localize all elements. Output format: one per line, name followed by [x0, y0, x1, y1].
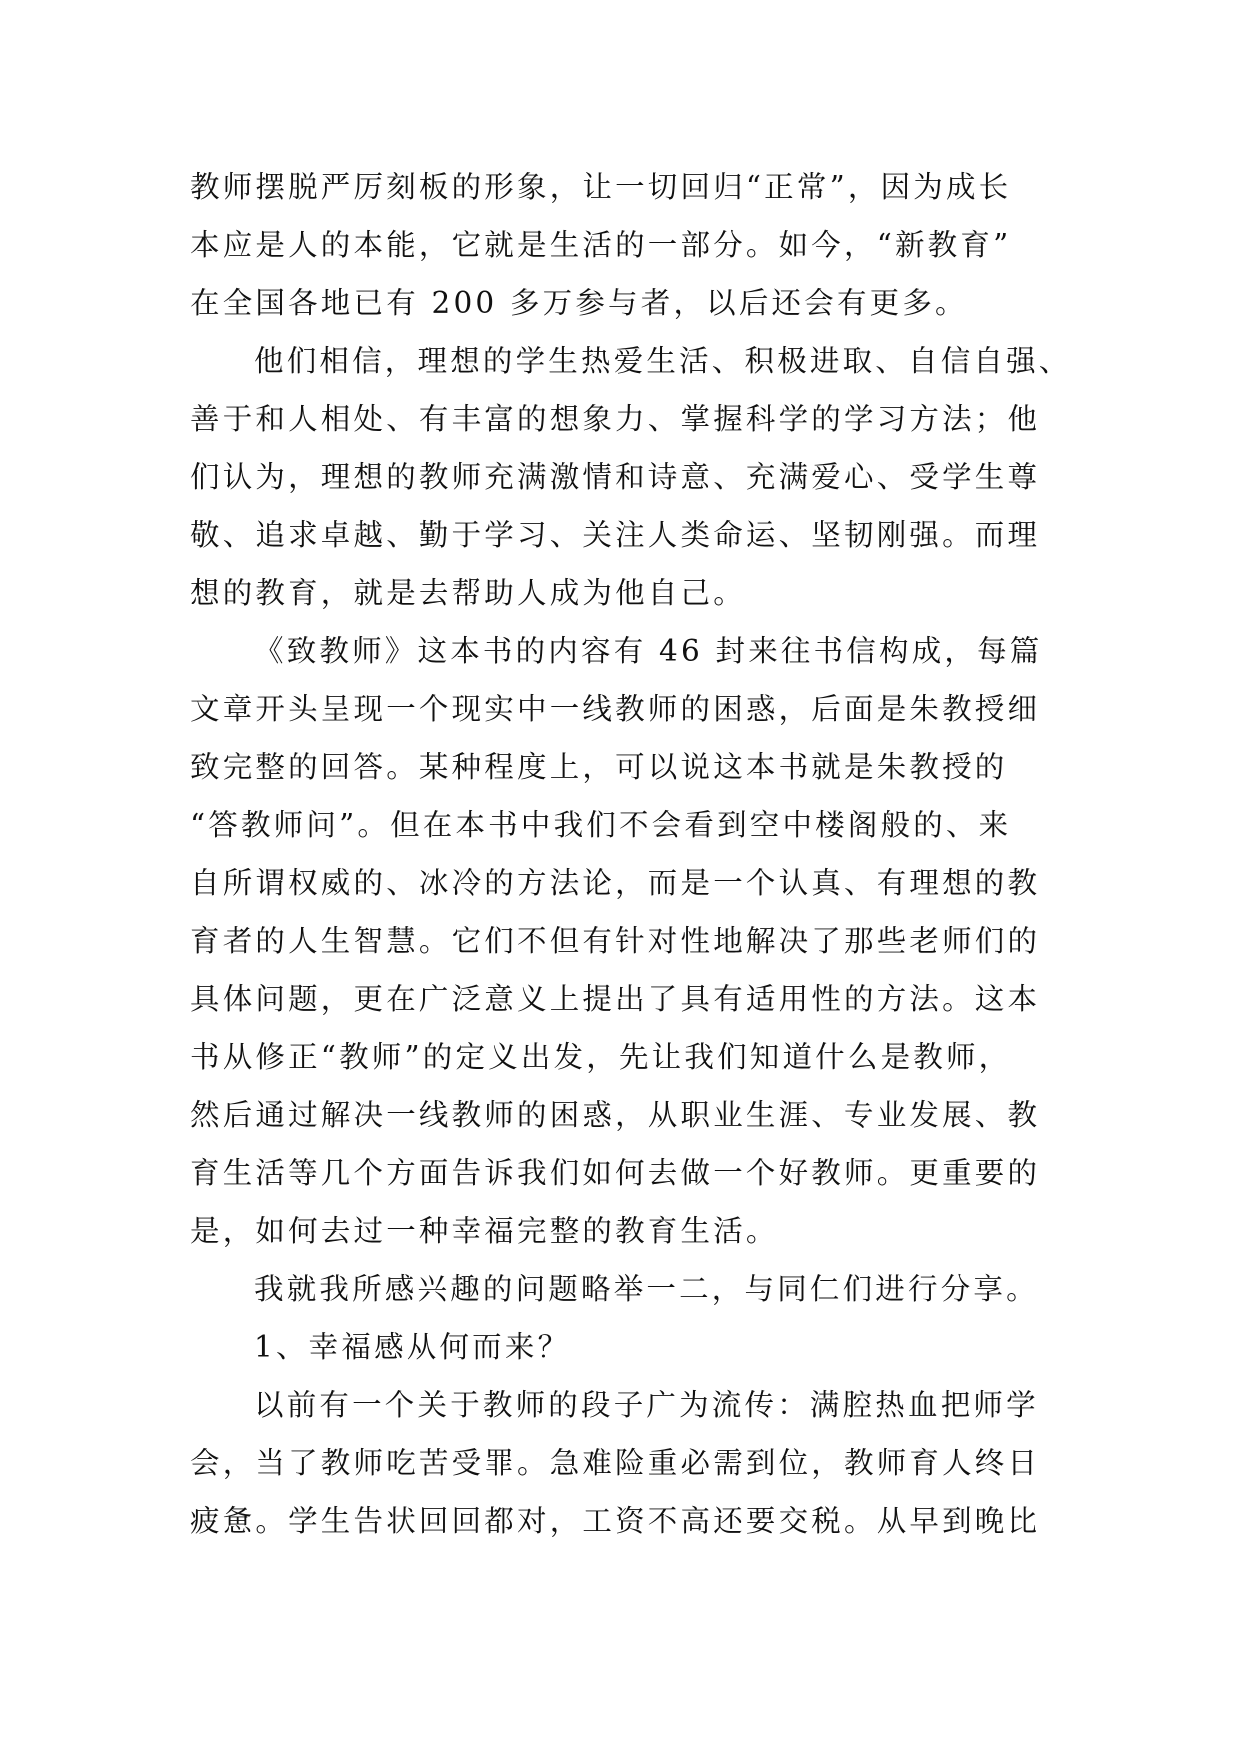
text-line: 教师摆脱严厉刻板的形象，让一切回归“正常”，因为成长: [190, 170, 1012, 204]
text-line: 会，当了教师吃苦受罪。急难险重必需到位，教师育人终日: [190, 1446, 1041, 1480]
text-line: “答教师问”。但在本书中我们不会看到空中楼阁般的、来: [190, 808, 1012, 842]
text-line: 以前有一个关于教师的段子广为流传：满腔热血把师学: [254, 1388, 1039, 1422]
text-line: 文章开头呈现一个现实中一线教师的困惑，后面是朱教授细: [190, 692, 1041, 726]
text-line: 在全国各地已有 200 多万参与者，以后还会有更多。: [190, 286, 968, 320]
text-line: 想的教育，就是去帮助人成为他自己。: [190, 576, 746, 610]
text-line: 育者的人生智慧。它们不但有针对性地解决了那些老师们的: [190, 924, 1041, 958]
text-line: 致完整的回答。某种程度上，可以说这本书就是朱教授的: [190, 750, 1008, 784]
text-line: 《致教师》这本书的内容有 46 封来往书信构成，每篇: [254, 634, 1043, 668]
text-line: 具体问题，更在广泛意义上提出了具有适用性的方法。这本: [190, 982, 1041, 1016]
text-line: 善于和人相处、有丰富的想象力、掌握科学的学习方法；他: [190, 402, 1041, 436]
text-line: 我就我所感兴趣的问题略举一二，与同仁们进行分享。: [254, 1272, 1039, 1306]
text-line: 然后通过解决一线教师的困惑，从职业生涯、专业发展、教: [190, 1098, 1041, 1132]
text-line: 他们相信，理想的学生热爱生活、积极进取、自信自强、: [254, 344, 1072, 378]
section-heading: 1、幸福感从何而来？: [254, 1330, 571, 1364]
text-line: 本应是人的本能，它就是生活的一部分。如今，“新教育”: [190, 228, 1012, 262]
text-line: 书从修正“教师”的定义出发，先让我们知道什么是教师，: [190, 1040, 1012, 1074]
text-line: 育生活等几个方面告诉我们如何去做一个好教师。更重要的: [190, 1156, 1041, 1190]
body-text: [190, 158, 1070, 1550]
text-line: 是，如何去过一种幸福完整的教育生活。: [190, 1214, 779, 1248]
text-line: 敬、追求卓越、勤于学习、关注人类命运、坚韧刚强。而理: [190, 518, 1041, 552]
text-line: 自所谓权威的、冰冷的方法论，而是一个认真、有理想的教: [190, 866, 1041, 900]
text-line: 们认为，理想的教师充满激情和诗意、充满爱心、受学生尊: [190, 460, 1041, 494]
text-line: 疲惫。学生告状回回都对，工资不高还要交税。从早到晚比: [190, 1504, 1041, 1538]
